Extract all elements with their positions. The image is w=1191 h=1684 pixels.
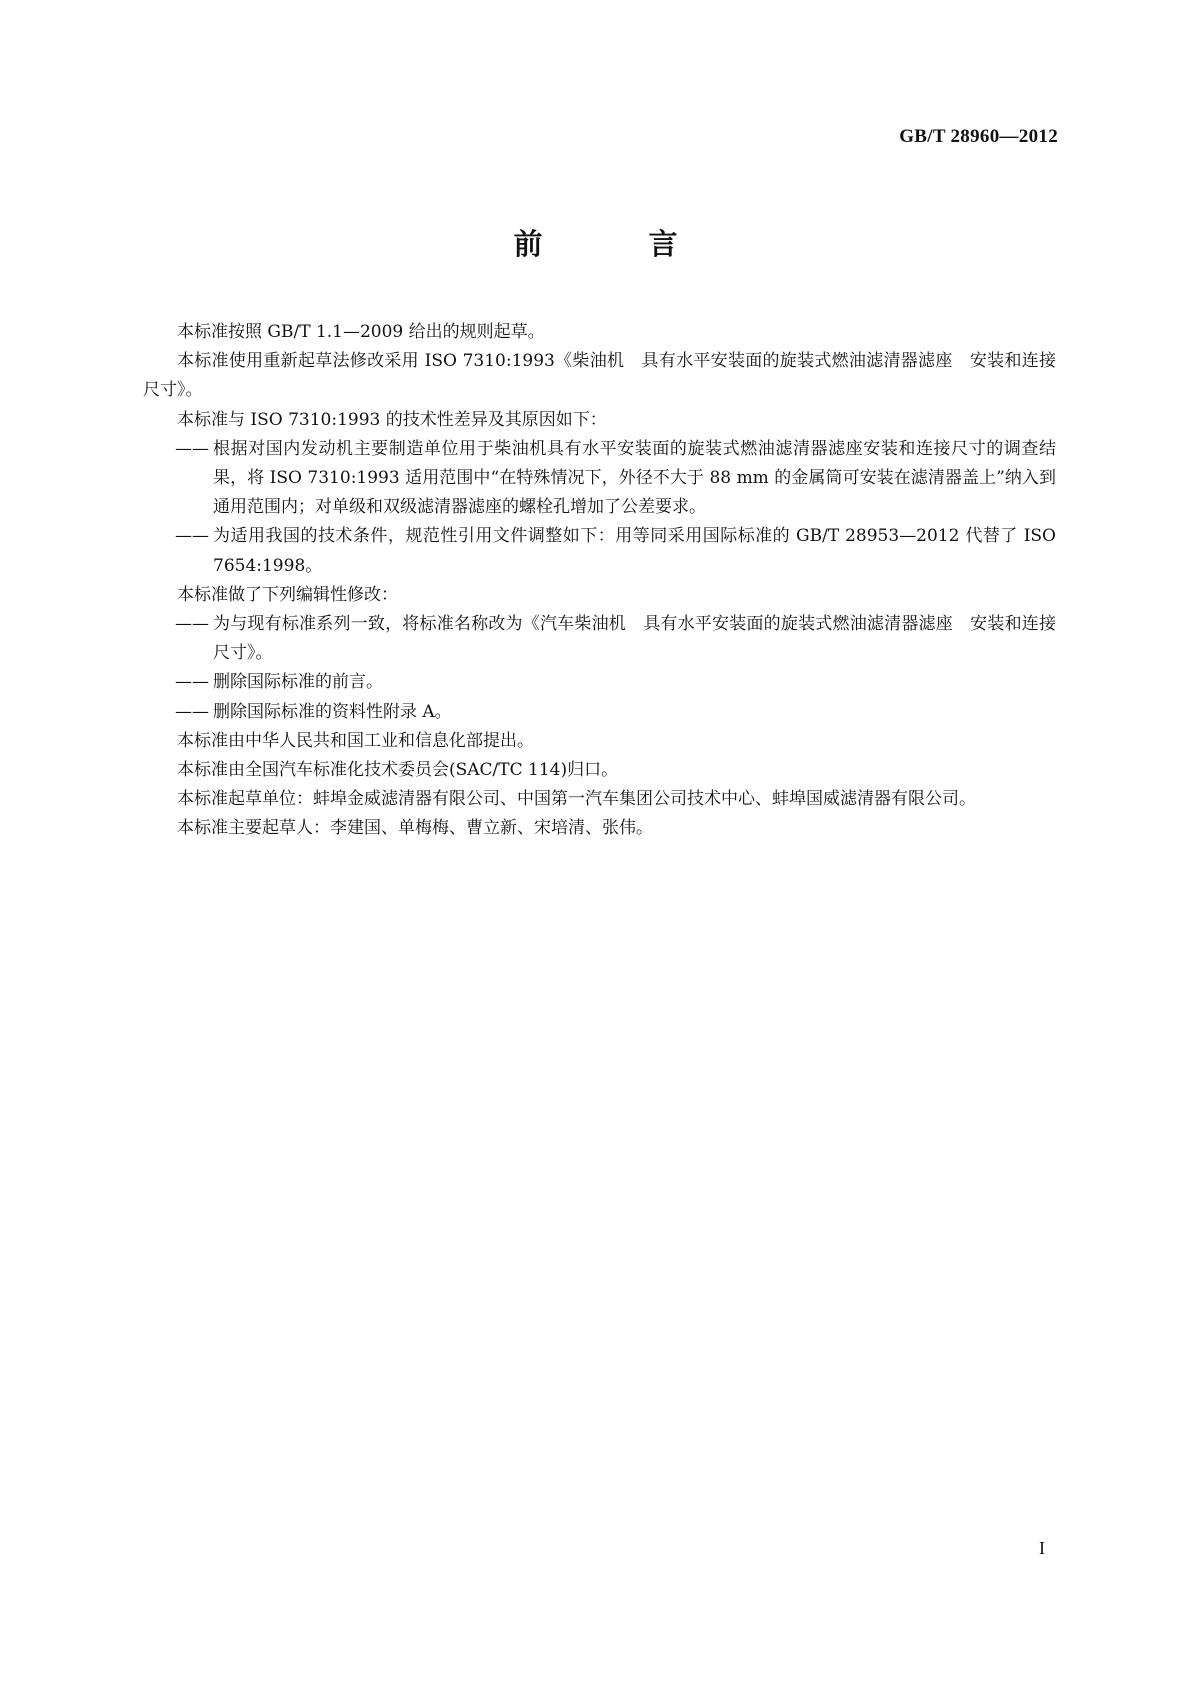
paragraph-technical-differences: 本标准与 ISO 7310:1993 的技术性差异及其原因如下： xyxy=(177,409,607,430)
list-item xyxy=(143,610,1056,668)
paragraph-proposed-by: 本标准由中华人民共和国工业和信息化部提出。 xyxy=(177,730,534,751)
dash-marker: —— xyxy=(175,701,209,722)
paragraph-drafting-rules: 本标准按照 GB/T 1.1—2009 给出的规则起草。 xyxy=(177,322,545,342)
list-item xyxy=(143,698,1056,727)
paragraph-editorial-changes: 本标准做了下列编辑性修改： xyxy=(177,584,398,605)
list-item xyxy=(143,435,1056,523)
paragraph-administered-by: 本标准由全国汽车标准化技术委员会(SAC/TC 114)归口。 xyxy=(177,760,619,781)
standard-code: GB/T 28960—2012 xyxy=(899,126,1058,147)
page-title: 前 言 xyxy=(513,227,726,261)
list-item-text: 为与现有标准系列一致，将标准名称改为《汽车柴油机 具有水平安装面的旋装式燃油滤清器滤座 安装和连接尺寸》。 xyxy=(213,614,1056,664)
dash-marker: —— xyxy=(175,614,209,635)
dash-marker: —— xyxy=(175,438,209,459)
dash-marker: —— xyxy=(175,672,209,693)
document-body xyxy=(143,318,1056,844)
list-item-text: 为适用我国的技术条件，规范性引用文件调整如下：用等同采用国际标准的 GB/T 28953—2012 代替了 ISO 7654:1998。 xyxy=(213,526,1056,576)
list-item-text: 删除国际标准的前言。 xyxy=(213,672,383,693)
list-item xyxy=(143,522,1056,580)
list-item-text: 删除国际标准的资料性附录 A。 xyxy=(213,701,452,722)
list-item-text: 根据对国内发动机主要制造单位用于柴油机具有水平安装面的旋装式燃油滤清器滤座安装和连接尺寸的调查结果，将 ISO 7310:1993 适用范围中“在特殊情况下，外径不大于 88 mm 的金属筒可安装在滤清器盖上”纳入到通用范围内；对单级和双级滤清器滤座的螺栓孔增加了公差要求。 xyxy=(213,438,1056,518)
page-number: I xyxy=(1039,1538,1045,1558)
dash-marker: —— xyxy=(175,526,209,547)
paragraph-adoption: 本标准使用重新起草法修改采用 ISO 7310:1993《柴油机 具有水平安装面的旋装式燃油滤清器滤座 安装和连接尺寸》。 xyxy=(143,351,1056,401)
paragraph-drafters: 本标准主要起草人：李建国、单梅梅、曹立新、宋培清、张伟。 xyxy=(177,818,653,839)
list-item xyxy=(143,668,1056,697)
paragraph-drafting-units: 本标准起草单位：蚌埠金威滤清器有限公司、中国第一汽车集团公司技术中心、蚌埠国威滤清器有限公司。 xyxy=(177,789,976,810)
